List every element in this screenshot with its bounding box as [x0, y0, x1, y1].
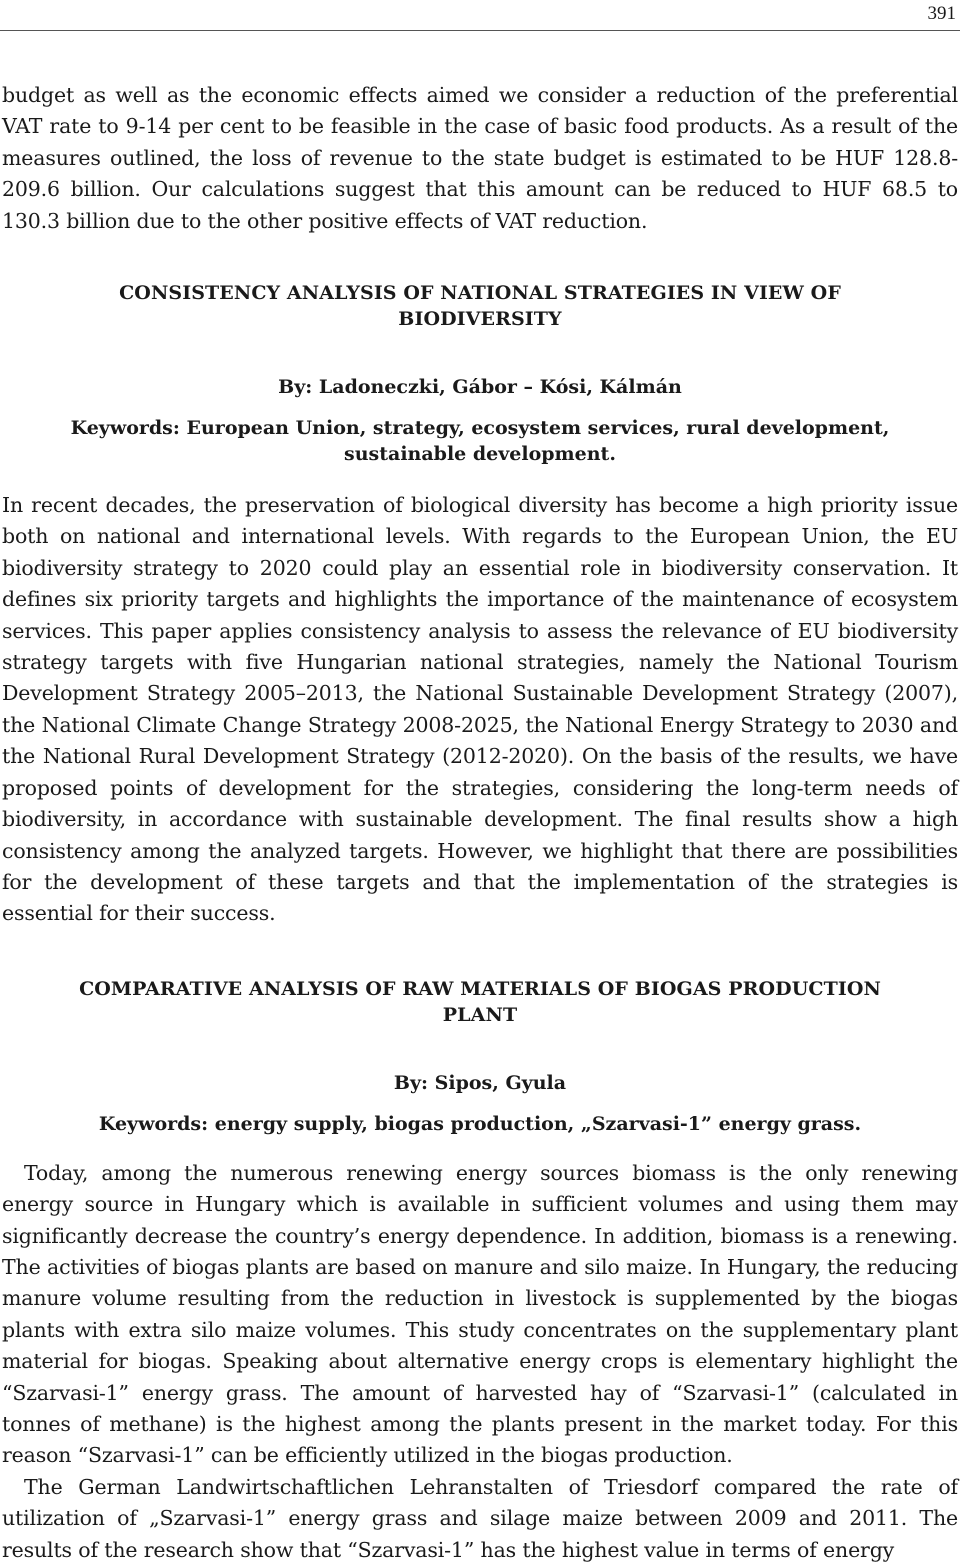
keywords-text: energy supply, biogas production, „Szarvasi-1” energy grass.: [214, 1112, 862, 1135]
article-title: CONSISTENCY ANALYSIS OF NATIONAL STRATEGIES IN VIEW OF BIODIVERSITY: [119, 282, 841, 331]
article-abstract: In recent decades, the preservation of biological diversity has become a high priority issue both on national and international levels. With regards to the European Union, the EU biodiversity strategy to 2020 could play an essential role in biodiversity conservation. It defines six priority targets and highlights the importance of the maintenance of ecosystem services. This paper applies consistency analysis to assess the relevance of EU biodiversity strategy targets with five Hungarian national strategies, namely the National Tourism Development Strategy 2005–2013, the National Sustainable Development Strategy (2007), the National Climate Change Strategy 2008-2025, the National Energy Strategy to 2030 and the National Rural Development Strategy (2012-2020). On the basis of the results, we have proposed points of development for the strategies, considering the long-term needs of biodiversity, in accordance with sustainable development. The final results show a high consistency among the analyzed targets. However, we highlight that there are possibilities for the development of these targets and that the implementation of the strategies is essential for their success.: [2, 493, 958, 926]
keywords-label: Keywords:: [98, 1112, 209, 1135]
page-number: 391: [927, 3, 956, 24]
page-header: [0, 0, 960, 30]
keywords-label: Keywords:: [70, 417, 180, 440]
article-title: COMPARATIVE ANALYSIS OF RAW MATERIALS OF BIOGAS PRODUCTION PLANT: [79, 977, 881, 1026]
header-rule: [0, 30, 960, 31]
page-content: [2, 80, 958, 1566]
keywords-text: European Union, strategy, ecosystem services, rural development, sustainable development.: [186, 417, 890, 466]
article-keywords: [2, 415, 958, 467]
article-abstract-continued: The German Landwirtschaftlichen Lehranstalten of Triesdorf compared the rate of utilization of „Szarvasi-1” energy grass and silage maize between 2009 and 2011. The results of the research show that “Szarvasi-1” has the highest value in terms of energy: [2, 1474, 958, 1562]
article-byline: By: Ladoneczki, Gábor – Kósi, Kálmán: [278, 376, 682, 399]
article-biodiversity: [2, 280, 958, 930]
article-byline: By: Sipos, Gyula: [393, 1071, 567, 1094]
article-biogas: [2, 976, 958, 1566]
intro-paragraph: budget as well as the economic effects aimed we consider a reduction of the preferential VAT rate to 9-14 per cent to be feasible in the case of basic food products. As a result of the measures outlined, the loss of revenue to the state budget is estimated to be HUF 128.8-209.6 billion. Our calculations suggest that this amount can be reduced to HUF 68.5 to 130.3 billion due to the other positive effects of VAT reduction.: [2, 83, 958, 233]
article-abstract: Today, among the numerous renewing energy sources biomass is the only renewing energy source in Hungary which is available in sufficient volumes and using them may significantly decrease the country’s energy dependence. In addition, biomass is a renewing. The activities of biogas plants are based on manure and silo maize. In Hungary, the reducing manure volume resulting from the reduction in livestock is supplemented by the biogas plants with extra silo maize volumes. This study concentrates on the supplementary plant material for biogas. Speaking about alternative energy crops is elementary highlight the “Szarvasi-1” energy grass. The amount of harvested hay of “Szarvasi-1” (calculated in tonnes of methane) is the highest among the plants present in the market today. For this reason “Szarvasi-1” can be efficiently utilized in the biogas production.: [2, 1160, 958, 1468]
article-keywords: [2, 1111, 958, 1137]
